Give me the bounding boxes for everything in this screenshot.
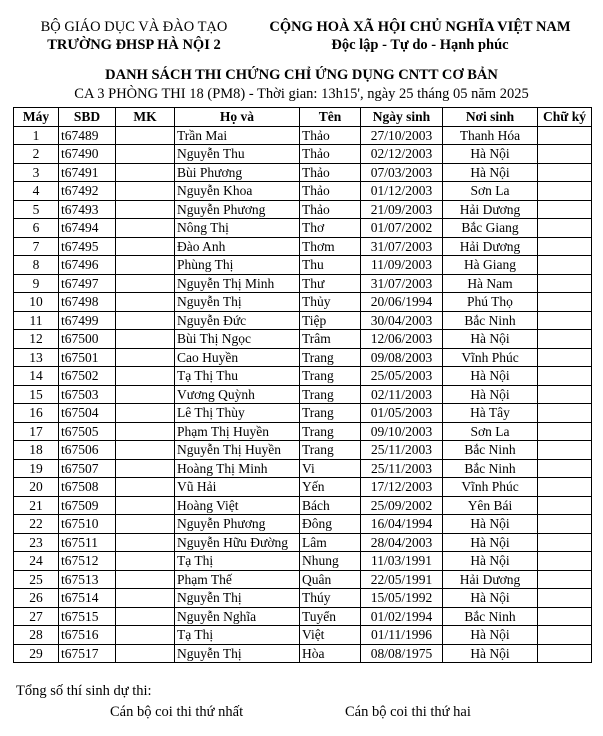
surname-cell: Phùng Thị xyxy=(175,256,300,275)
mk-cell xyxy=(116,515,175,534)
table-row xyxy=(14,182,592,201)
mk-cell xyxy=(116,626,175,645)
birthplace-cell: Hà Nội xyxy=(443,589,538,608)
birthplace-cell: Phú Thọ xyxy=(443,293,538,312)
signature-cell xyxy=(538,145,592,164)
signature-cell xyxy=(538,570,592,589)
surname-cell: Lê Thị Thùy xyxy=(175,404,300,423)
birthplace-cell: Hải Dương xyxy=(443,570,538,589)
sbd-cell: t67490 xyxy=(59,145,116,164)
dob-cell: 20/06/1994 xyxy=(361,293,443,312)
birthplace-cell: Yên Bái xyxy=(443,496,538,515)
birthplace-cell: Bắc Giang xyxy=(443,219,538,238)
mk-cell xyxy=(116,478,175,497)
birthplace-cell: Bắc Ninh xyxy=(443,441,538,460)
name-cell: Thảo xyxy=(300,163,361,182)
name-cell: Thúy xyxy=(300,589,361,608)
name-cell: Tiệp xyxy=(300,311,361,330)
table-row xyxy=(14,311,592,330)
machine-cell: 13 xyxy=(14,348,59,367)
table-row xyxy=(14,348,592,367)
surname-cell: Tạ Thị xyxy=(175,552,300,571)
table-row xyxy=(14,330,592,349)
surname-cell: Nông Thị xyxy=(175,219,300,238)
machine-cell: 27 xyxy=(14,607,59,626)
birthplace-cell: Hà Nội xyxy=(443,145,538,164)
dob-cell: 30/04/2003 xyxy=(361,311,443,330)
table-row xyxy=(14,644,592,663)
sbd-cell: t67504 xyxy=(59,404,116,423)
sbd-cell: t67510 xyxy=(59,515,116,534)
name-cell: Hòa xyxy=(300,644,361,663)
signature-cell xyxy=(538,385,592,404)
signature-cell xyxy=(538,293,592,312)
sbd-cell: t67517 xyxy=(59,644,116,663)
name-cell: Lâm xyxy=(300,533,361,552)
surname-cell: Hoàng Việt xyxy=(175,496,300,515)
sbd-cell: t67491 xyxy=(59,163,116,182)
surname-cell: Phạm Thị Huyền xyxy=(175,422,300,441)
machine-cell: 23 xyxy=(14,533,59,552)
surname-cell: Vương Quỳnh xyxy=(175,385,300,404)
dob-cell: 11/09/2003 xyxy=(361,256,443,275)
birthplace-cell: Thanh Hóa xyxy=(443,126,538,145)
sbd-cell: t67502 xyxy=(59,367,116,386)
signature-cell xyxy=(538,552,592,571)
name-cell: Thảo xyxy=(300,182,361,201)
name-cell: Việt xyxy=(300,626,361,645)
table-row xyxy=(14,237,592,256)
machine-cell: 24 xyxy=(14,552,59,571)
table-row xyxy=(14,496,592,515)
signature-cell xyxy=(538,589,592,608)
machine-cell: 2 xyxy=(14,145,59,164)
sbd-cell: t67515 xyxy=(59,607,116,626)
birthplace-cell: Hà Nam xyxy=(443,274,538,293)
mk-cell xyxy=(116,552,175,571)
birthplace-cell: Hà Giang xyxy=(443,256,538,275)
sbd-cell: t67496 xyxy=(59,256,116,275)
name-cell: Nhung xyxy=(300,552,361,571)
sbd-cell: t67495 xyxy=(59,237,116,256)
signature-cell xyxy=(538,404,592,423)
mk-cell xyxy=(116,200,175,219)
col-header-mk: MK xyxy=(116,108,175,127)
table-row xyxy=(14,626,592,645)
table-row xyxy=(14,570,592,589)
surname-cell: Nguyễn Phương xyxy=(175,515,300,534)
mk-cell xyxy=(116,570,175,589)
machine-cell: 9 xyxy=(14,274,59,293)
dob-cell: 28/04/2003 xyxy=(361,533,443,552)
mk-cell xyxy=(116,404,175,423)
table-row xyxy=(14,367,592,386)
table-row xyxy=(14,385,592,404)
table-row xyxy=(14,274,592,293)
surname-cell: Trần Mai xyxy=(175,126,300,145)
mk-cell xyxy=(116,145,175,164)
name-cell: Thu xyxy=(300,256,361,275)
birthplace-cell: Bắc Ninh xyxy=(443,607,538,626)
dob-cell: 15/05/1992 xyxy=(361,589,443,608)
sbd-cell: t67514 xyxy=(59,589,116,608)
birthplace-cell: Hà Nội xyxy=(443,385,538,404)
surname-cell: Cao Huyền xyxy=(175,348,300,367)
dob-cell: 31/07/2003 xyxy=(361,237,443,256)
signature-cell xyxy=(538,274,592,293)
table-row xyxy=(14,552,592,571)
sbd-cell: t67503 xyxy=(59,385,116,404)
sbd-cell: t67505 xyxy=(59,422,116,441)
surname-cell: Nguyễn Nghĩa xyxy=(175,607,300,626)
sbd-cell: t67492 xyxy=(59,182,116,201)
signature-cell xyxy=(538,126,592,145)
mk-cell xyxy=(116,367,175,386)
mk-cell xyxy=(116,385,175,404)
sbd-cell: t67511 xyxy=(59,533,116,552)
table-row xyxy=(14,163,592,182)
surname-cell: Đào Anh xyxy=(175,237,300,256)
machine-cell: 1 xyxy=(14,126,59,145)
table-row xyxy=(14,533,592,552)
mk-cell xyxy=(116,256,175,275)
table-row xyxy=(14,200,592,219)
surname-cell: Tạ Thị Thu xyxy=(175,367,300,386)
name-cell: Yến xyxy=(300,478,361,497)
signature-cell xyxy=(538,478,592,497)
sbd-cell: t67499 xyxy=(59,311,116,330)
machine-cell: 8 xyxy=(14,256,59,275)
dob-cell: 07/03/2003 xyxy=(361,163,443,182)
signature-cell xyxy=(538,459,592,478)
table-row xyxy=(14,441,592,460)
table-row xyxy=(14,589,592,608)
signature-cell xyxy=(538,607,592,626)
name-cell: Thơm xyxy=(300,237,361,256)
signature-cell xyxy=(538,219,592,238)
signature-cell xyxy=(538,441,592,460)
col-header-birthplace: Nơi sinh xyxy=(443,108,538,127)
birthplace-cell: Hà Nội xyxy=(443,626,538,645)
table-row xyxy=(14,293,592,312)
dob-cell: 21/09/2003 xyxy=(361,200,443,219)
name-cell: Vi xyxy=(300,459,361,478)
mk-cell xyxy=(116,330,175,349)
signature-cell xyxy=(538,422,592,441)
sbd-cell: t67493 xyxy=(59,200,116,219)
dob-cell: 31/07/2003 xyxy=(361,274,443,293)
machine-cell: 25 xyxy=(14,570,59,589)
signature-cell xyxy=(538,182,592,201)
sbd-cell: t67516 xyxy=(59,626,116,645)
mk-cell xyxy=(116,274,175,293)
sbd-cell: t67489 xyxy=(59,126,116,145)
table-row xyxy=(14,256,592,275)
col-header-surname: Họ và xyxy=(175,108,300,127)
birthplace-cell: Hà Nội xyxy=(443,163,538,182)
table-row xyxy=(14,478,592,497)
machine-cell: 11 xyxy=(14,311,59,330)
name-cell: Trang xyxy=(300,367,361,386)
sbd-cell: t67500 xyxy=(59,330,116,349)
signature-cell xyxy=(538,256,592,275)
birthplace-cell: Hà Nội xyxy=(443,533,538,552)
birthplace-cell: Hải Dương xyxy=(443,237,538,256)
table-row xyxy=(14,515,592,534)
dob-cell: 02/12/2003 xyxy=(361,145,443,164)
col-header-dob: Ngày sinh xyxy=(361,108,443,127)
proctor-1-label: Cán bộ coi thi thứ nhất xyxy=(110,704,244,720)
total-candidates-label: Tổng số thí sinh dự thi: xyxy=(16,683,152,699)
sbd-cell: t67498 xyxy=(59,293,116,312)
surname-cell: Nguyễn Đức xyxy=(175,311,300,330)
surname-cell: Bùi Thị Ngọc xyxy=(175,330,300,349)
exam-session-info: CA 3 PHÒNG THI 18 (PM8) - Thời gian: 13h15', ngày 25 tháng 05 năm 2025 xyxy=(74,86,529,102)
surname-cell: Nguyễn Thị Huyền xyxy=(175,441,300,460)
machine-cell: 5 xyxy=(14,200,59,219)
col-header-machine: Máy xyxy=(14,108,59,127)
mk-cell xyxy=(116,441,175,460)
birthplace-cell: Vĩnh Phúc xyxy=(443,348,538,367)
birthplace-cell: Vĩnh Phúc xyxy=(443,478,538,497)
surname-cell: Tạ Thị xyxy=(175,626,300,645)
sbd-cell: t67494 xyxy=(59,219,116,238)
surname-cell: Nguyễn Thị xyxy=(175,644,300,663)
machine-cell: 22 xyxy=(14,515,59,534)
name-cell: Thảo xyxy=(300,145,361,164)
machine-cell: 4 xyxy=(14,182,59,201)
document-title: DANH SÁCH THI CHỨNG CHỈ ỨNG DỤNG CNTT CƠ BẢN xyxy=(105,67,498,83)
surname-cell: Bùi Phương xyxy=(175,163,300,182)
dob-cell: 12/06/2003 xyxy=(361,330,443,349)
sbd-cell: t67506 xyxy=(59,441,116,460)
machine-cell: 7 xyxy=(14,237,59,256)
birthplace-cell: Hà Nội xyxy=(443,644,538,663)
dob-cell: 25/11/2003 xyxy=(361,459,443,478)
machine-cell: 17 xyxy=(14,422,59,441)
mk-cell xyxy=(116,237,175,256)
national-title: CỘNG HOÀ XÃ HỘI CHỦ NGHĨA VIỆT NAM xyxy=(269,19,571,35)
national-header xyxy=(250,18,590,54)
mk-cell xyxy=(116,459,175,478)
table-row xyxy=(14,607,592,626)
birthplace-cell: Hà Nội xyxy=(443,515,538,534)
col-header-sbd: SBD xyxy=(59,108,116,127)
machine-cell: 26 xyxy=(14,589,59,608)
table-header-row xyxy=(14,108,592,127)
surname-cell: Nguyễn Khoa xyxy=(175,182,300,201)
name-cell: Quân xyxy=(300,570,361,589)
surname-cell: Vũ Hải xyxy=(175,478,300,497)
dob-cell: 25/11/2003 xyxy=(361,441,443,460)
name-cell: Trang xyxy=(300,441,361,460)
name-cell: Đông xyxy=(300,515,361,534)
machine-cell: 20 xyxy=(14,478,59,497)
table-body xyxy=(14,126,592,663)
name-cell: Trang xyxy=(300,404,361,423)
col-header-signature: Chữ ký xyxy=(538,108,592,127)
signature-cell xyxy=(538,311,592,330)
machine-cell: 6 xyxy=(14,219,59,238)
name-cell: Trang xyxy=(300,348,361,367)
name-cell: Thơ xyxy=(300,219,361,238)
surname-cell: Nguyễn Hữu Đường xyxy=(175,533,300,552)
school-name: TRƯỜNG ĐHSP HÀ NỘI 2 xyxy=(47,37,221,53)
dob-cell: 01/05/2003 xyxy=(361,404,443,423)
machine-cell: 12 xyxy=(14,330,59,349)
signature-cell xyxy=(538,533,592,552)
name-cell: Trâm xyxy=(300,330,361,349)
signature-cell xyxy=(538,496,592,515)
dob-cell: 11/03/1991 xyxy=(361,552,443,571)
surname-cell: Nguyễn Thị xyxy=(175,589,300,608)
dob-cell: 25/05/2003 xyxy=(361,367,443,386)
name-cell: Thủy xyxy=(300,293,361,312)
birthplace-cell: Hải Dương xyxy=(443,200,538,219)
dob-cell: 09/08/2003 xyxy=(361,348,443,367)
table-row xyxy=(14,126,592,145)
mk-cell xyxy=(116,219,175,238)
table-row xyxy=(14,459,592,478)
sbd-cell: t67508 xyxy=(59,478,116,497)
birthplace-cell: Bắc Ninh xyxy=(443,311,538,330)
name-cell: Thảo xyxy=(300,200,361,219)
signature-cell xyxy=(538,348,592,367)
mk-cell xyxy=(116,163,175,182)
mk-cell xyxy=(116,311,175,330)
machine-cell: 10 xyxy=(14,293,59,312)
proctor-2-label: Cán bộ coi thi thứ hai xyxy=(345,704,471,720)
machine-cell: 14 xyxy=(14,367,59,386)
signature-cell xyxy=(538,330,592,349)
national-motto: Độc lập - Tự do - Hạnh phúc xyxy=(331,37,509,53)
mk-cell xyxy=(116,589,175,608)
candidate-table xyxy=(13,107,592,663)
machine-cell: 29 xyxy=(14,644,59,663)
signature-cell xyxy=(538,163,592,182)
name-cell: Bách xyxy=(300,496,361,515)
table-row xyxy=(14,422,592,441)
dob-cell: 01/12/2003 xyxy=(361,182,443,201)
dob-cell: 01/11/1996 xyxy=(361,626,443,645)
machine-cell: 3 xyxy=(14,163,59,182)
name-cell: Trang xyxy=(300,385,361,404)
surname-cell: Nguyễn Thu xyxy=(175,145,300,164)
mk-cell xyxy=(116,533,175,552)
dob-cell: 17/12/2003 xyxy=(361,478,443,497)
birthplace-cell: Hà Tây xyxy=(443,404,538,423)
surname-cell: Phạm Thế xyxy=(175,570,300,589)
signature-cell xyxy=(538,367,592,386)
birthplace-cell: Hà Nội xyxy=(443,552,538,571)
dob-cell: 08/08/1975 xyxy=(361,644,443,663)
dob-cell: 27/10/2003 xyxy=(361,126,443,145)
table-row xyxy=(14,145,592,164)
name-cell: Thư xyxy=(300,274,361,293)
sbd-cell: t67507 xyxy=(59,459,116,478)
table-row xyxy=(14,219,592,238)
mk-cell xyxy=(116,293,175,312)
signature-cell xyxy=(538,626,592,645)
sbd-cell: t67497 xyxy=(59,274,116,293)
dob-cell: 01/07/2002 xyxy=(361,219,443,238)
ministry-header xyxy=(14,18,254,54)
col-header-name: Tên xyxy=(300,108,361,127)
sbd-cell: t67512 xyxy=(59,552,116,571)
mk-cell xyxy=(116,422,175,441)
surname-cell: Nguyễn Thị xyxy=(175,293,300,312)
mk-cell xyxy=(116,644,175,663)
dob-cell: 25/09/2002 xyxy=(361,496,443,515)
birthplace-cell: Hà Nội xyxy=(443,330,538,349)
table-row xyxy=(14,404,592,423)
machine-cell: 16 xyxy=(14,404,59,423)
surname-cell: Nguyễn Thị Minh xyxy=(175,274,300,293)
mk-cell xyxy=(116,496,175,515)
name-cell: Thảo xyxy=(300,126,361,145)
signature-cell xyxy=(538,515,592,534)
name-cell: Trang xyxy=(300,422,361,441)
signature-cell xyxy=(538,644,592,663)
dob-cell: 16/04/1994 xyxy=(361,515,443,534)
birthplace-cell: Sơn La xyxy=(443,182,538,201)
dob-cell: 01/02/1994 xyxy=(361,607,443,626)
birthplace-cell: Sơn La xyxy=(443,422,538,441)
ministry-name: BỘ GIÁO DỤC VÀ ĐÀO TẠO xyxy=(40,19,228,35)
sbd-cell: t67513 xyxy=(59,570,116,589)
dob-cell: 09/10/2003 xyxy=(361,422,443,441)
machine-cell: 21 xyxy=(14,496,59,515)
surname-cell: Nguyễn Phương xyxy=(175,200,300,219)
sbd-cell: t67501 xyxy=(59,348,116,367)
mk-cell xyxy=(116,182,175,201)
machine-cell: 18 xyxy=(14,441,59,460)
signature-cell xyxy=(538,200,592,219)
mk-cell xyxy=(116,126,175,145)
mk-cell xyxy=(116,348,175,367)
sbd-cell: t67509 xyxy=(59,496,116,515)
signature-cell xyxy=(538,237,592,256)
dob-cell: 02/11/2003 xyxy=(361,385,443,404)
surname-cell: Hoàng Thị Minh xyxy=(175,459,300,478)
dob-cell: 22/05/1991 xyxy=(361,570,443,589)
birthplace-cell: Hà Nội xyxy=(443,367,538,386)
machine-cell: 28 xyxy=(14,626,59,645)
name-cell: Tuyển xyxy=(300,607,361,626)
machine-cell: 15 xyxy=(14,385,59,404)
mk-cell xyxy=(116,607,175,626)
birthplace-cell: Bắc Ninh xyxy=(443,459,538,478)
machine-cell: 19 xyxy=(14,459,59,478)
